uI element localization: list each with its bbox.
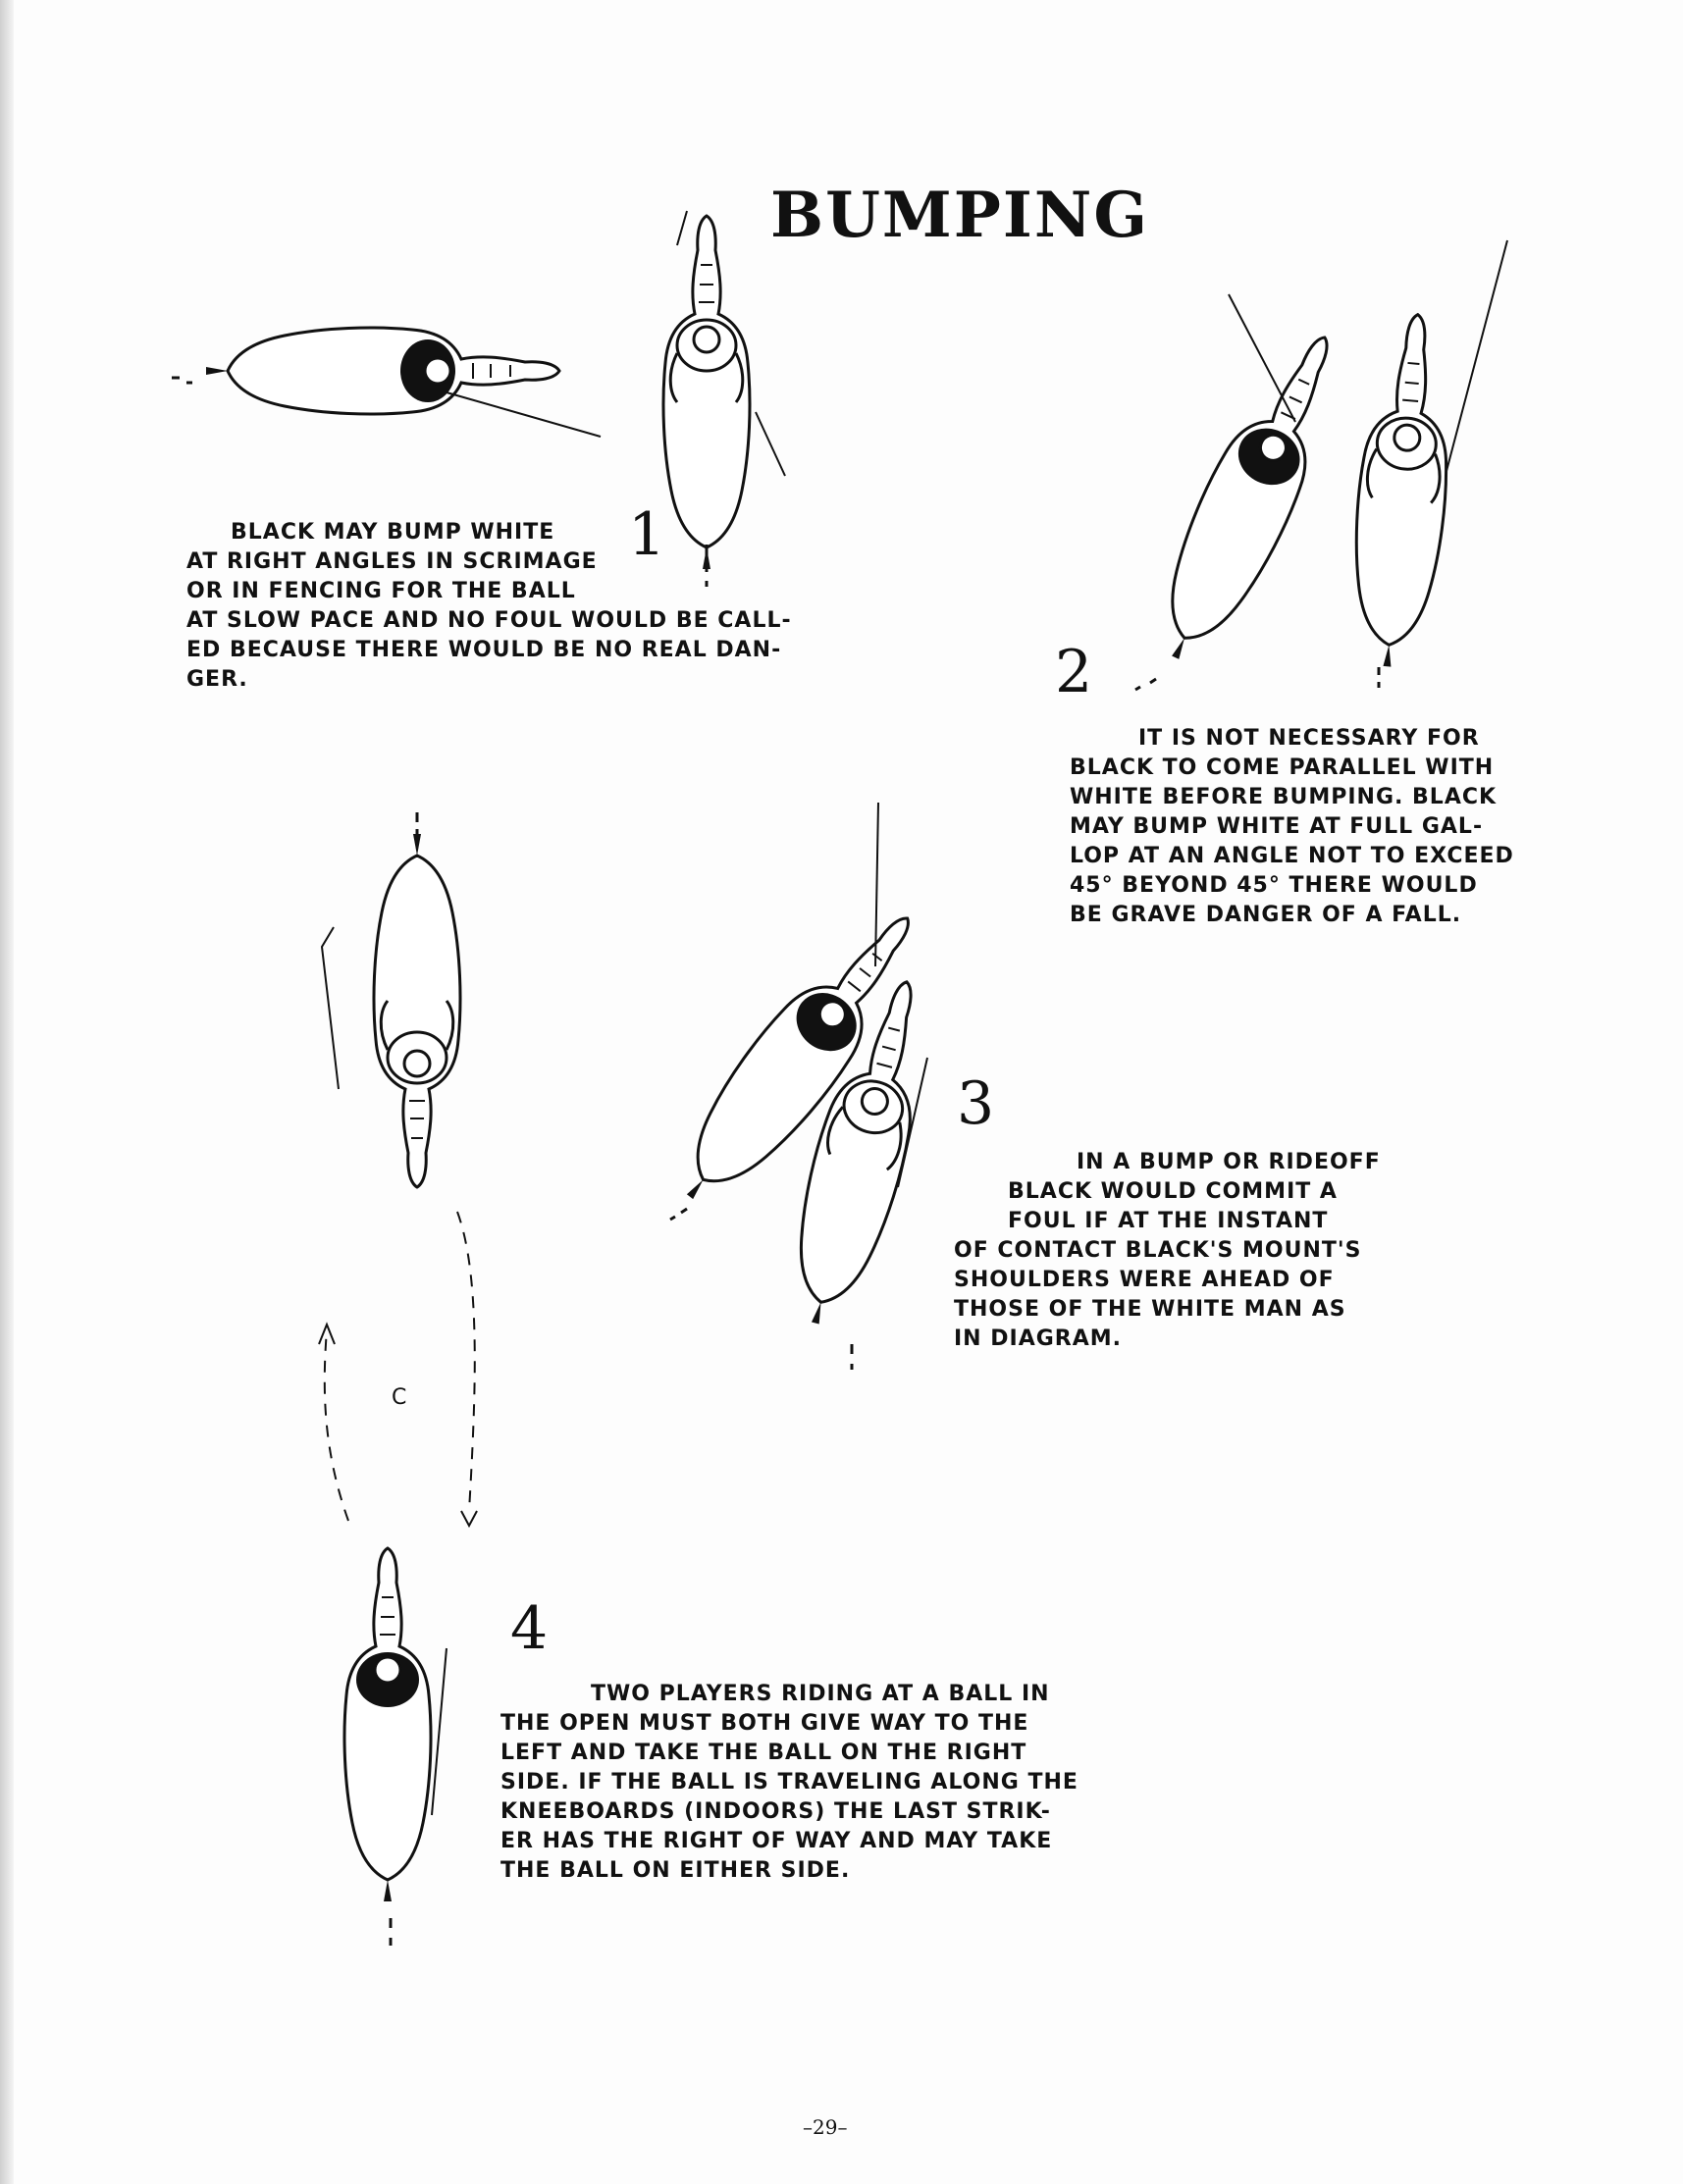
page-title: BUMPING — [770, 179, 1149, 252]
diagram-4-number: 4 — [510, 1594, 549, 1663]
diagram-1-white-horse — [663, 216, 750, 569]
diagram-1-caption — [186, 518, 792, 695]
diagram-4-caption-line: ER HAS THE RIGHT OF WAY AND MAY TAKE — [500, 1829, 1053, 1853]
diagram-2-black-horse — [1136, 319, 1364, 675]
diagram-2-caption-line: LOP AT AN ANGLE NOT TO EXCEED — [1070, 844, 1514, 868]
diagram-3-caption-line: IN A BUMP OR RIDEOFF — [1077, 1150, 1381, 1174]
diagram-2-caption-line: 45° BEYOND 45° THERE WOULD — [1070, 873, 1478, 898]
diagram-2-caption — [1070, 724, 1514, 930]
diagram-4-caption-line: THE BALL ON EITHER SIDE. — [500, 1858, 851, 1883]
diagram-2-caption-line: WHITE BEFORE BUMPING. BLACK — [1070, 785, 1498, 809]
diagram-3-number: 3 — [957, 1069, 995, 1138]
diagram-1-number: 1 — [628, 500, 666, 569]
diagram-4-caption — [500, 1680, 1078, 1886]
diagram-1-caption-line: AT SLOW PACE AND NO FOUL WOULD BE CALL- — [186, 608, 792, 633]
diagram-1-caption-line: BLACK MAY BUMP WHITE — [231, 520, 555, 545]
diagram-3-caption — [954, 1148, 1381, 1354]
diagram-1-caption-line: AT RIGHT ANGLES IN SCRIMAGE — [186, 549, 598, 574]
diagram-2-white-horse — [1344, 311, 1461, 670]
diagram-1-caption-line: ED BECAUSE THERE WOULD BE NO REAL DAN- — [186, 638, 782, 662]
diagram-1-caption-line: GER. — [186, 667, 248, 692]
diagram-4-top-white-horse — [374, 834, 460, 1187]
diagram-2-caption-line: BLACK TO COME PARALLEL WITH — [1070, 755, 1495, 780]
diagram-4-caption-line: KNEEBOARDS (INDOORS) THE LAST STRIK- — [500, 1799, 1051, 1824]
diagram-3-caption-line: SHOULDERS WERE AHEAD OF — [954, 1268, 1335, 1292]
diagram-2-caption-line: MAY BUMP WHITE AT FULL GAL- — [1070, 814, 1484, 839]
diagram-4-bottom-black-horse — [344, 1548, 431, 1901]
diagram-3-caption-line: IN DIAGRAM. — [954, 1326, 1123, 1351]
diagram-1-caption-line: OR IN FENCING FOR THE BALL — [186, 579, 576, 603]
diagram-3-caption-line: BLACK WOULD COMMIT A — [1008, 1179, 1338, 1204]
diagram-2-number: 2 — [1055, 638, 1093, 706]
diagram-2-caption-line: IT IS NOT NECESSARY FOR — [1138, 726, 1480, 751]
diagram-2-caption-line: BE GRAVE DANGER OF A FALL. — [1070, 903, 1462, 927]
page-number: –29– — [803, 2115, 848, 2139]
diagram-4-caption-line: SIDE. IF THE BALL IS TRAVELING ALONG THE — [500, 1770, 1078, 1794]
diagram-3-caption-line: THOSE OF THE WHITE MAN AS — [954, 1297, 1346, 1322]
diagram-3-caption-line: FOUL IF AT THE INSTANT — [1008, 1209, 1329, 1233]
diagram-4-caption-line: TWO PLAYERS RIDING AT A BALL IN — [591, 1682, 1050, 1706]
diagram-4-label: C — [392, 1385, 407, 1410]
diagram-3-caption-line: OF CONTACT BLACK'S MOUNT'S — [954, 1238, 1362, 1263]
diagram-4-caption-line: LEFT AND TAKE THE BALL ON THE RIGHT — [500, 1741, 1027, 1765]
diagram-4-caption-line: THE OPEN MUST BOTH GIVE WAY TO THE — [500, 1711, 1029, 1736]
diagram-1-black-horse — [206, 328, 559, 414]
